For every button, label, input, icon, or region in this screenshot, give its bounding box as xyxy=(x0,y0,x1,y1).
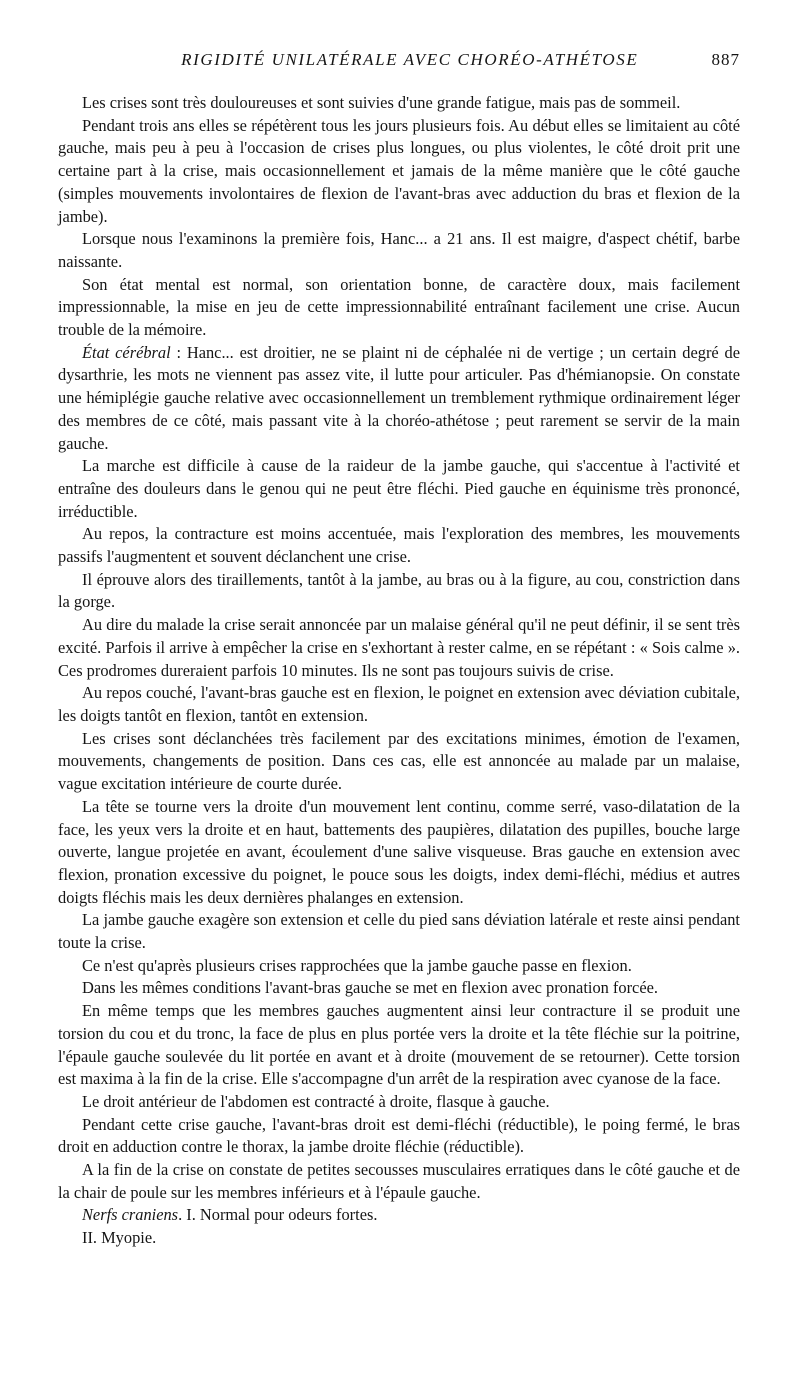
paragraph: Les crises sont déclanchées très facilement par des excitations minimes, émotion de l'examen, mouvements, changements de position. Dans ces cas, elle est annoncée au malade par un malaise, vague excitation intérieure de courte durée. xyxy=(58,728,740,794)
paragraph: A la fin de la crise on constate de petites secousses musculaires erratiques dans le côté gauche et de la chair de poule sur les membres inférieurs et à l'épaule gauche. xyxy=(58,1160,740,1202)
paragraph: Au repos couché, l'avant-bras gauche est en flexion, le poignet en extension avec déviation cubitale, les doigts tantôt en flexion, tantôt en extension. xyxy=(58,683,740,725)
section-label-etat-cerebral: État cérébral xyxy=(82,342,171,362)
paragraph: La marche est difficile à cause de la raideur de la jambe gauche, qui s'accentue à l'activité et entraîne des douleurs dans le genou qui ne peut être fléchi. Pied gauche en équinisme très prononcé, irréductible. xyxy=(58,456,740,521)
paragraph: Les crises sont très douloureuses et sont suivies d'une grande fatigue, mais pas de sommeil. xyxy=(82,93,681,112)
body-text xyxy=(58,92,740,1250)
paragraph: Pendant cette crise gauche, l'avant-bras droit est demi-fléchi (réductible), le poing fermé, le bras droit en adduction contre le thorax, la jambe droite fléchie (réductible). xyxy=(58,1114,740,1157)
paragraph: En même temps que les membres gauches augmentent ainsi leur contracture il se produit une torsion du cou et du tronc, la face de plus en plus portée vers la droite et la tête fléchie sur la poitrine, l'épaule gauche soulevée du lit portée en avant et à droite (mouvement de se retourner). Cette torsion est maxima à la fin de la crise. Elle s'accompagne d'un arrêt de la respiration avec cyanose de la face. xyxy=(58,1001,740,1089)
page-number: 887 xyxy=(711,50,740,69)
paragraph: Au repos, la contracture est moins accentuée, mais l'exploration des membres, les mouvements passifs l'augmentent et souvent déclanchent une crise. xyxy=(58,524,740,567)
paragraph: II. Myopie. xyxy=(82,1228,157,1248)
paragraph: La tête se tourne vers la droite d'un mouvement lent continu, comme serré, vaso-dilatation de la face, les yeux vers la droite et en haut, battements des paupières, dilatation des pupilles, bouche large ouverte, langue projetée en avant, écoulement d'une salive visqueuse. Bras gauche en extension avec flexion, pronation excessive du poignet, le pouce sous les doigts, index demi-fléchi, médius et autres doigts fléchis mais les deux dernières phalanges en extension. xyxy=(58,796,740,907)
paragraph: Pendant trois ans elles se répétèrent tous les jours plusieurs fois. Au début elles se limitaient au côté gauche, mais peu à peu à l'occasion de crises plus longues, ou plus violentes, le côté droit prit une certaine part à la crise, mais occasionnellement et jamais de la même manière que le côté gauche (simples mouvements involontaires de flexion de l'avant-bras avec adduction du bras et flexion de la jambe). xyxy=(58,115,740,226)
paragraph: Ce n'est qu'après plusieurs crises rapprochées que la jambe gauche passe en flexion. xyxy=(82,955,632,975)
paragraph-text: : Hanc... est droitier, ne se plaint ni de céphalée ni de vertige ; un certain degré de dysarthrie, les mots ne viennent pas assez vite, il lutte pour articuler. Pas d'hémianopsie. On constate une hémiplégie gauche relative avec occasionnellement un tremblement rythmique ordinairement léger des membres de ce côté, mais passant vite à la choréo-athétose ; peut rarement se servir de la main gauche. xyxy=(58,342,740,453)
section-label-nerfs-craniens: Nerfs craniens xyxy=(82,1205,179,1225)
paragraph: Son état mental est normal, son orientation bonne, de caractère doux, mais facilement impressionnable, la mise en jeu de cette impressionnabilité entraînant facilement une crise. Aucun trouble de la mémoire. xyxy=(58,274,740,340)
paragraph: Au dire du malade la crise serait annoncée par un malaise général qu'il ne peut définir, il se sent très excité. Parfois il arrive à empêcher la crise en s'exhortant à rester calme, en se répétant : « Sois calme ». Ces prodromes dureraient parfois 10 minutes. Ils ne sont pas toujours suivis de crise. xyxy=(58,615,740,680)
paragraph-etat-cerebral xyxy=(58,342,740,456)
paragraph: Dans les mêmes conditions l'avant-bras gauche se met en flexion avec pronation forcée. xyxy=(82,978,658,998)
paragraph: La jambe gauche exagère son extension et celle du pied sans déviation latérale et reste ainsi pendant toute la crise. xyxy=(58,910,740,953)
paragraph-text: . I. Normal pour odeurs fortes. xyxy=(178,1205,378,1225)
paragraph-nerfs-craniens xyxy=(58,1204,740,1227)
running-title: RIGIDITÉ UNILATÉRALE AVEC CHORÉO-ATHÉTOSE xyxy=(181,50,639,69)
paragraph: Lorsque nous l'examinons la première fois, Hanc... a 21 ans. Il est maigre, d'aspect chétif, barbe naissante. xyxy=(58,229,740,271)
paragraph: Le droit antérieur de l'abdomen est contracté à droite, flasque à gauche. xyxy=(82,1091,550,1111)
paragraph: Il éprouve alors des tiraillements, tantôt à la jambe, au bras ou à la figure, au cou, constriction dans la gorge. xyxy=(58,569,740,612)
running-head xyxy=(58,50,740,80)
